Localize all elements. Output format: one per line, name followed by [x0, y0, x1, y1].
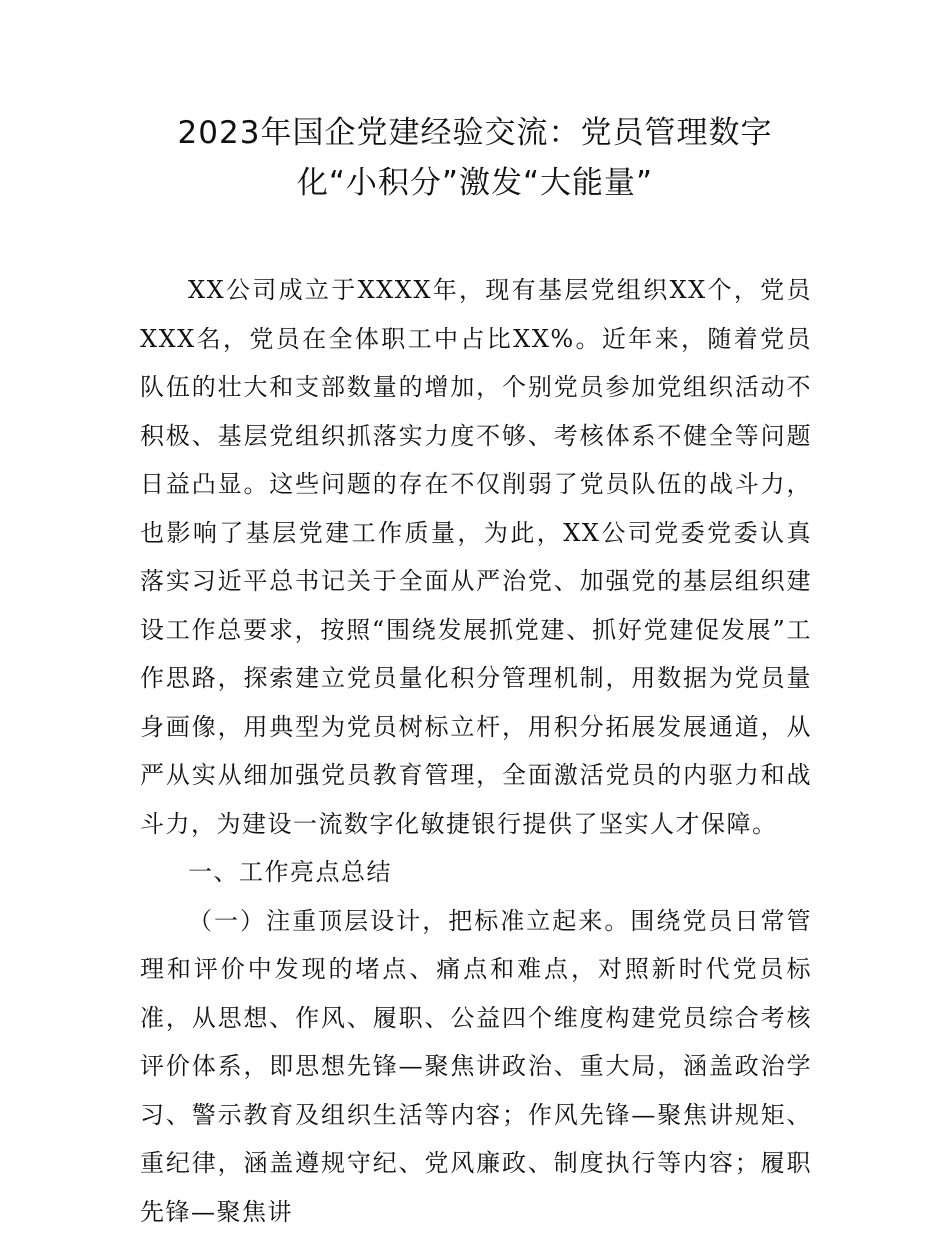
document-body: [140, 266, 812, 1236]
document-title: [140, 108, 810, 208]
title-line-1: 2023年国企党建经验交流：党员管理数字: [140, 108, 810, 158]
section-heading: 一、工作亮点总结: [140, 848, 812, 897]
body-paragraph: （一）注重顶层设计，把标准立起来。围绕党员日常管理和评价中发现的堵点、痛点和难点，对照新时代党员标准，从思想、作风、履职、公益四个维度构建党员综合考核评价体系，即思想先锋—聚焦讲政治、重大局，涵盖政治学习、警示教育及组织生活等内容；作风先锋—聚焦讲规矩、重纪律，涵盖遵规守纪、党风廉政、制度执行等内容；履职先锋—聚焦讲: [140, 897, 812, 1236]
intro-paragraph: XX公司成立于XXXX年，现有基层党组织XX个，党员XXX名，党员在全体职工中占比XX%。近年来，随着党员队伍的壮大和支部数量的增加，个别党员参加党组织活动不积极、基层党组织抓落实力度不够、考核体系不健全等问题日益凸显。这些问题的存在不仅削弱了党员队伍的战斗力，也影响了基层党建工作质量，为此，XX公司党委党委认真落实习近平总书记关于全面从严治党、加强党的基层组织建设工作总要求，按照“围绕发展抓党建、抓好党建促发展”工作思路，探索建立党员量化积分管理机制，用数据为党员量身画像，用典型为党员树标立杆，用积分拓展发展通道，从严从实从细加强党员教育管理，全面激活党员的内驱力和战斗力，为建设一流数字化敏捷银行提供了坚实人才保障。: [140, 266, 812, 848]
title-line-2: 化“小积分”激发“大能量”: [140, 158, 810, 208]
